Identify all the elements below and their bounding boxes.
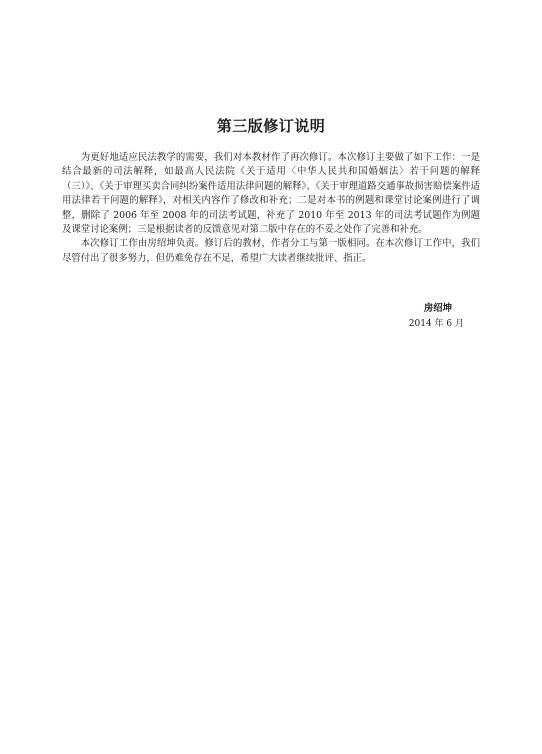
paragraph-1: 为更好地适应民法教学的需要，我们对本教材作了再次修订。本次修订主要做了如下工作：一是结合最新的司法解释，如最高人民法院《关于适用〈中华人民共和国婚姻法〉若干问题的解释（三）》、《关于审理买卖合同纠纷案件适用法律问题的解释》、《关于审理道路交通事故损害赔偿案件适用法律若干问题的解释》，对相关内容作了修改和补充；二是对本书的例题和课堂讨论案例进行了调整，删除了 2006 年至 2008 年的司法考试题，补充了 2010 年至 2013 年的司法考试题作为例题及课堂讨论案例；三是根据读者的反馈意见对第二版中存在的不妥之处作了完善和补充。: [62, 152, 480, 236]
author-name: 房绍坤: [423, 303, 452, 314]
signature-block: [409, 302, 464, 332]
paragraph-2: 本次修订工作由房绍坤负责。修订后的教材，作者分工与第一版相同。在本次修订工作中，我们尽管付出了很多努力，但仍难免存在不足，希望广大读者继续批评、指正。: [62, 238, 480, 264]
body-text: [62, 151, 480, 266]
page-title: 第三版修订说明: [216, 117, 326, 136]
signature-date: 2014 年 6 月: [408, 319, 464, 329]
